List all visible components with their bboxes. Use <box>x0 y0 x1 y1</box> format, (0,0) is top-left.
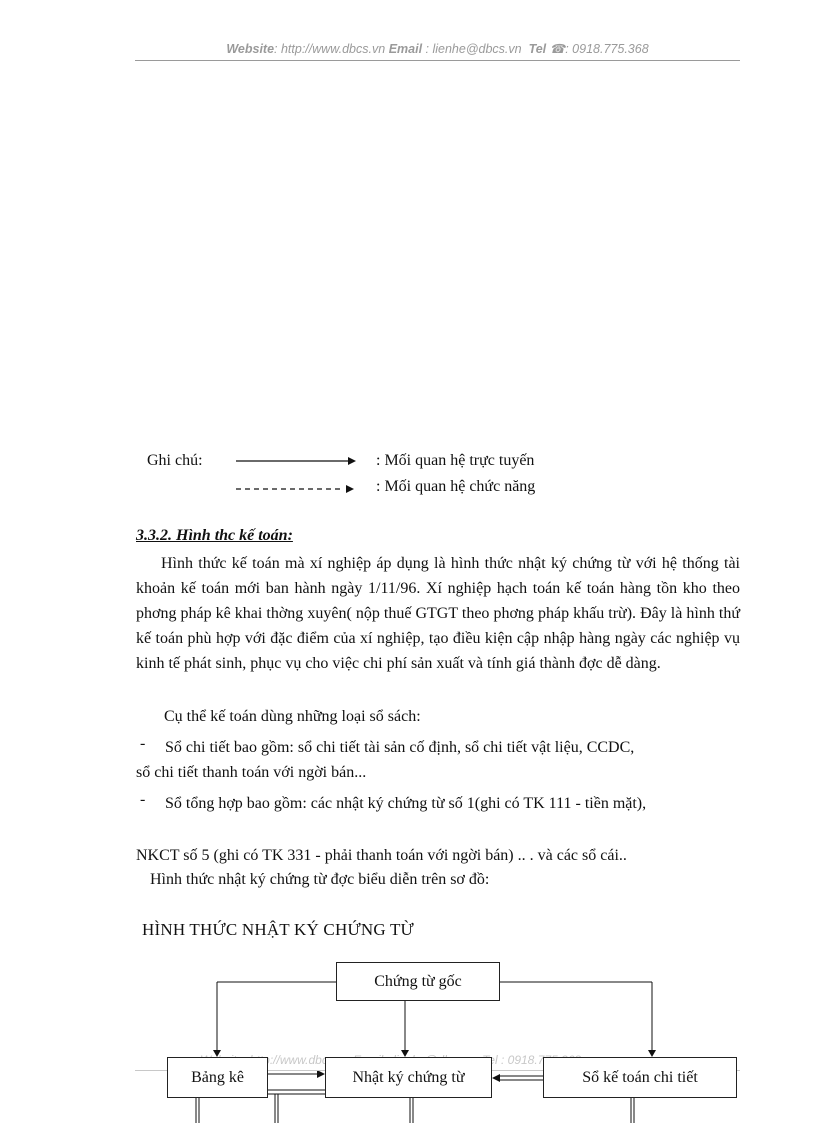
box-detail-ledger: Sổ kế toán chi tiết <box>543 1057 737 1098</box>
box-list: Bảng kê <box>167 1057 268 1098</box>
intro-books: Cụ thể kế toán dùng những loại sổ sách: <box>164 708 421 725</box>
box-source-documents: Chứng từ gốc <box>336 962 500 1001</box>
tel-value: : 0918.775.368 <box>565 42 649 56</box>
bullet-1-line-1: Sổ chi tiết bao gồm: sổ chi tiết tài sản cố định, sổ chi tiết vật liệu, CCDC, <box>165 739 635 756</box>
bullet-1-line-2: sổ chi tiết thanh toán với ngời bán... <box>136 764 367 781</box>
legend-dashed-text: : Mối quan hệ chức năng <box>376 478 536 495</box>
tel-label: Tel <box>528 42 547 56</box>
legend-label: Ghi chú: <box>147 452 203 469</box>
diagram-intro: Hình thức nhật ký chứng từ đợc biểu diễn trên sơ đồ: <box>150 871 490 888</box>
email-label: Email <box>388 42 423 56</box>
email-value: : lienhe@dbcs.vn <box>422 42 522 56</box>
diagram-title: HÌNH THỨC NHẬT KÝ CHỨNG TỪ <box>142 920 414 939</box>
bullet-2: Sổ tổng hợp bao gồm: các nhật ký chứng từ số 1(ghi có TK 111 - tiền mặt), <box>165 795 647 812</box>
paragraph-1: Hình thức kế toán mà xí nghiệp áp dụng là hình thức nhật ký chứng từ với hệ thống tài khoản kế toán mới ban hành ngày 1/11/96. Xí nghiệp hạch toán kế toán hàng tồn kho theo phơng pháp kê khai thờng xuyên( nộp thuế GTGT theo phơng pháp khấu trừ). Đây là hình thứ kế toán phù hợp với đặc điểm của xí nghiệp, tạo điều kiện cập nhập hàng ngày các nghiệp vụ kinh tế phát sinh, phục vụ cho việc chi phí sản xuất và tính giá thành đợc dễ dàng. <box>136 555 740 672</box>
footer-ghost-text: http://www.dbcs.vn : <box>249 1053 505 1067</box>
website-value: : http://www.dbcs.vn <box>274 42 386 56</box>
nkct-line: NKCT số 5 (ghi có TK 331 - phải thanh toán với ngời bán) .. . và các sổ cái.. <box>136 847 627 864</box>
phone-icon: ☎ <box>549 42 566 56</box>
bullet-mark-1: - <box>140 735 146 752</box>
website-label: Website <box>226 42 275 56</box>
legend-solid-text: : Mối quan hệ trực tuyến <box>376 452 535 469</box>
box-journal: Nhật ký chứng từ <box>325 1057 492 1098</box>
bullet-mark-2: - <box>140 791 146 808</box>
section-title: 3.3.2. Hình thc kế toán: <box>136 527 293 544</box>
